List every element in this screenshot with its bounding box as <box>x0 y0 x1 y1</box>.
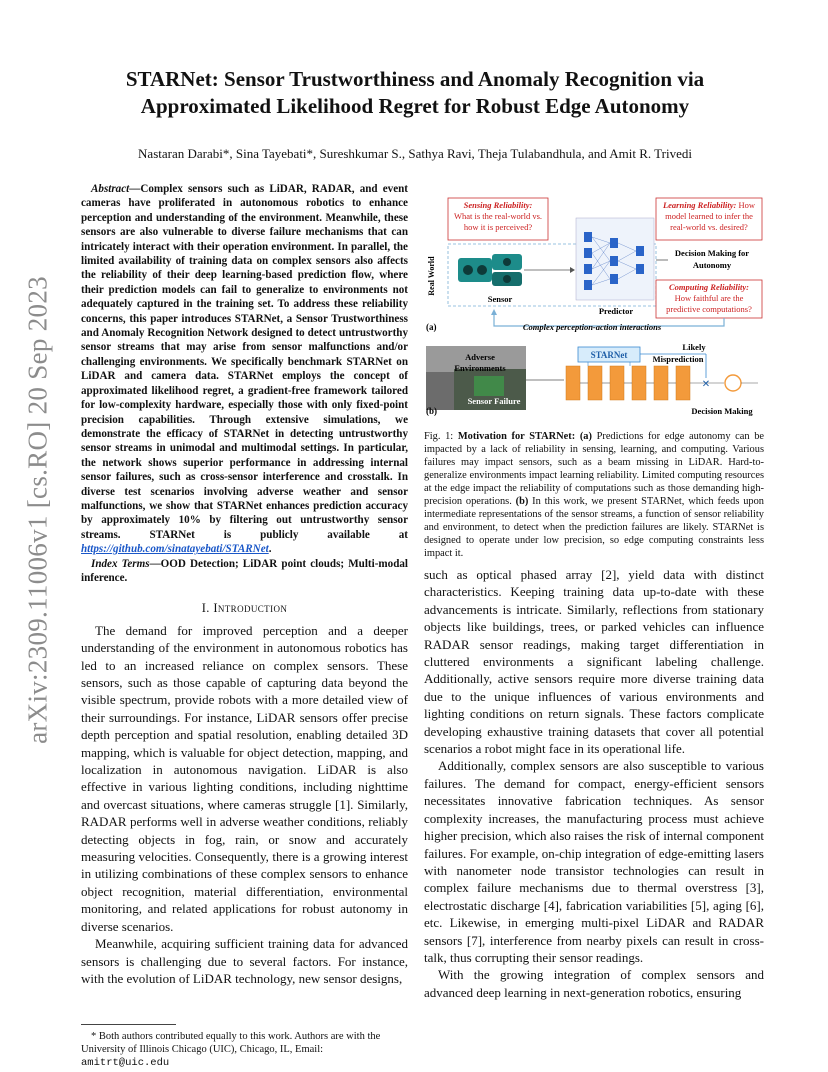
likely-line2: Misprediction <box>652 354 704 364</box>
learning-q1: How <box>736 200 756 210</box>
likely-line1: Likely <box>682 342 706 352</box>
sensor-failure-label: Sensor Failure <box>467 396 521 406</box>
computing-title: Computing Reliability: <box>668 282 750 292</box>
caption-bold-b: (b) <box>515 496 529 507</box>
caption-text-a: Predictions for edge autonomy can be impacted by a lack of reliability in sensing, learning, and computing. Various failures may impact sensors, such as a beam missing in LiDAR. Hard-to-generalize environments impact learning reliability. Limited computing resources at the edge impact the reliability of computations such as those demanding high-precision operations. <box>424 431 765 507</box>
footnote <box>81 1030 411 1070</box>
starnet-label: STARNet <box>590 350 628 360</box>
footnote-text: * Both authors contributed equally to this work. Authors are with the University of Illinois Chicago (UIC), Chicago, IL, Email: <box>81 1031 381 1055</box>
learning-title: Learning Reliability: <box>662 200 737 210</box>
title-line-1: STARNet: Sensor Trustworthiness and Anomaly Recognition via <box>125 67 705 91</box>
learning-q2: model learned to infer the <box>665 211 753 221</box>
complex-interactions-label: Complex perception-action interactions <box>522 322 662 332</box>
sensing-title: Sensing Reliability: <box>463 200 533 210</box>
adverse-line1: Adverse <box>465 352 495 362</box>
panel-a-label: (a) <box>426 322 437 332</box>
learning-q3: real-world vs. desired? <box>670 222 748 232</box>
sensing-q1: What is the real-world vs. <box>453 211 543 221</box>
left-column <box>81 182 408 987</box>
predictor-label: Predictor <box>598 306 634 316</box>
decision-line1: Decision Making for <box>674 248 750 258</box>
abstract-end: . <box>268 543 272 556</box>
sensor-label: Sensor <box>487 294 513 304</box>
computing-q2: predictive computations? <box>666 304 752 314</box>
github-link[interactable]: https://github.com/sinatayebati/STARNet <box>81 543 269 556</box>
right-paragraph-3: With the growing integration of complex sensors and advanced deep learning in next-generation robotics, ensuring <box>424 967 764 1000</box>
caption-bold-a: Motivation for STARNet: (a) <box>457 431 592 442</box>
intro-paragraph-2: Meanwhile, acquiring sufficient training data for advanced sensors is challenging due to several factors. For instance, with the evolution of LiDAR technology, new sensor designs, <box>81 936 408 986</box>
title-line-2: Approximated Likelihood Regret for Robust Edge Autonomy <box>140 94 690 118</box>
decision-making-label: Decision Making <box>691 406 753 416</box>
output-node-icon <box>725 375 741 391</box>
figure-1 <box>424 194 764 426</box>
arxiv-stamp-text: arXiv:2309.11006v1 [cs.RO] 20 Sep 2023 <box>22 276 53 744</box>
arxiv-stamp <box>8 230 68 790</box>
footnote-rule <box>81 1024 176 1025</box>
footnote-email: amitrt@uic.edu <box>81 1057 170 1069</box>
learning-q-line1 <box>662 200 756 210</box>
author-list: Nastaran Darabi*, Sina Tayebati*, Sureshkumar S., Sathya Ravi, Theja Tulabandhula, and Amit R. Trivedi <box>138 146 692 161</box>
figure-1-caption <box>424 430 764 560</box>
right-paragraph-2: Additionally, complex sensors are also susceptible to various failures. The demand for compact, energy-efficient sensors necessitates innovative fabrication techniques. As sensor complexity increases, the manufacturing process must achieve higher precision, which also raises the risk of internal component failures. For example, on-chip integration of edge-emitting lasers with nanometer node transistor technologies can result in complex failure mechanisms due to thermal overstress [3], electrostatic discharge [4], fabrication variabilities [5], aging [6], etc. Likewise, in emerging multi-pixel LiDAR and RADAR sensors [7], interference from nearby pixels can result in cross-talk, thus corrupting their sensor readings. <box>424 758 764 965</box>
index-terms-text: —OOD Detection; LiDAR point clouds; Multi-modal inference. <box>81 557 408 584</box>
index-terms <box>81 557 408 586</box>
decision-line2: Autonomy <box>692 260 732 270</box>
predictor-network-icon <box>576 218 654 300</box>
intro-paragraph-1: The demand for improved perception and a deeper understanding of the environment in autonomous robotics has led to an increased reliance on complex sensors. These sensors, such as those capable of capturing data beyond the visible spectrum, provide robots with a more detailed view of their surroundings. For instance, LiDAR sensors offer precise depth perception and spatial resolution, enabling detailed 3D mapping, which is valuable for object detection, mapping, and localization in autonomous navigation. LiDAR is also effective in various lighting conditions, including nighttime and overcast situations, where cameras struggle [1]. Similarly, RADAR performs well in adverse weather conditions, reliably detecting objects in fog, rain, or snow and accurately measuring velocities. Consequently, there is a growing interest in utilizing combinations of these complex sensors to enhance object recognition, material differentiation, environmental monitoring, and related applications for robust autonomy in diverse scenarios. <box>81 622 408 934</box>
block-x-icon: ✕ <box>701 379 711 390</box>
caption-text-b: In this work, we present STARNet, which feeds upon intermediate representations of the sensor streams, a function of sensor reliability and environment, to detect when the prediction failures are likely. STARNet is designed to operate under low precision, so edge computing constraints less impact it. <box>424 496 764 559</box>
right-column <box>424 566 764 1001</box>
abstract-text: —Complex sensors such as LiDAR, RADAR, and event cameras have proliferated in autonomous robotics to enhance perception and understanding of the environment. Meanwhile, these sensors are also vulnerable to diverse failure mechanisms that can intricately interact with their operation environment. In parallel, the limited availability of training data on complex sensors also affects the reliability of their deep learning-based prediction flow, where their prediction models can fail to generalize to environments not adequately captured in the training set. To address these reliability concerns, this paper introduces STARNet, a Sensor Trustworthiness and Anomaly Recognition Network designed to detect untrustworthy sensor streams that may arise from sensor malfunctions and/or challenging environments. We specifically benchmark STARNet on LiDAR and camera data. STARNet employs the concept of approximated likelihood regret, a gradient-free framework tailored for low-complexity hardware, especially those with only fixed-point precision capabilities. Through extensive simulations, we demonstrate the efficacy of STARNet in detecting untrustworthy sensor streams in unimodal and multimodal settings. In particular, the network shows superior performance in addressing internal sensor failures, such as cross-sensor interference and crosstalk. In diverse test scenarios involving adverse weather and sensor malfunctions, we show that STARNet enhances prediction accuracy by approximately 10% by filtering out untrustworthy sensor streams. STARNet is publicly available at <box>81 183 408 541</box>
caption-label: Fig. 1: <box>424 431 458 442</box>
right-paragraph-1: such as optical phased array [2], yield data with distinct characteristics. Keeping training data up-to-date with these advancements is intricate. Similarly, reflections from stationary objects like buildings, trees, or parked vehicles can influence RADAR sensor readings, making target differentiation in cluttered environments a significant labeling challenge. Additionally, active sensors require more diverse training data due to the unique influences of various environments and lighting conditions on return signals. These factors complicate developing exhaustive training datasets that cover all potential scenarios a robot might face in its operational life. <box>424 567 764 757</box>
adverse-line2: Environments <box>454 363 506 373</box>
paper-title <box>60 66 770 120</box>
abstract <box>81 182 408 557</box>
section-heading-introduction: I. Introduction <box>201 601 288 616</box>
computing-q1: How faithful are the <box>674 293 744 303</box>
index-terms-label: Index Terms <box>91 557 150 570</box>
panel-b-label: (b) <box>426 406 437 416</box>
abstract-label: Abstract <box>91 183 130 195</box>
sensing-q2: how it is perceived? <box>463 222 533 232</box>
real-world-label: Real World <box>427 256 436 296</box>
